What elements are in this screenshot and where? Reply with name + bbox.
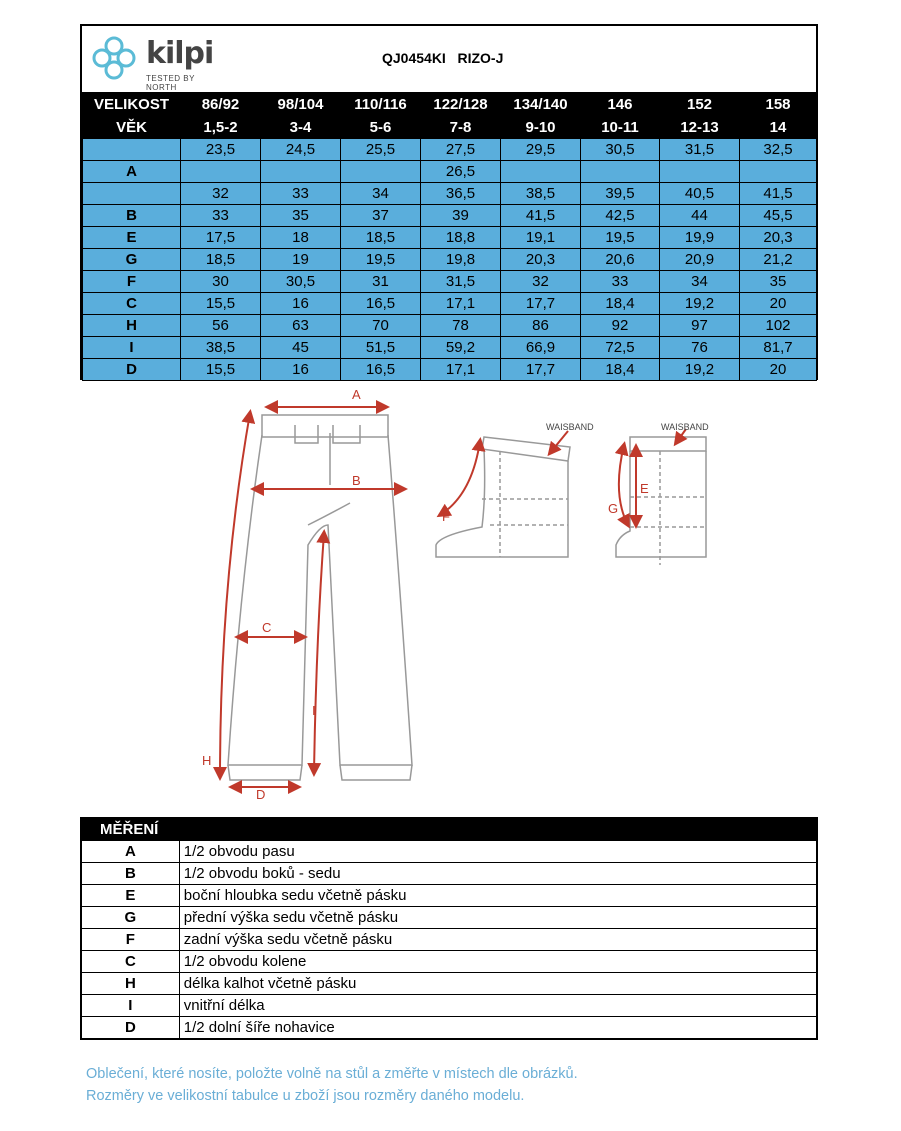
size-table (82, 92, 817, 381)
size-data-row (83, 293, 817, 315)
row-label: D (83, 359, 181, 381)
product-title: QJ0454KI RIZO-J (382, 50, 504, 66)
size-header-cell: 86/92 (181, 93, 261, 116)
size-value-cell: 20 (740, 293, 817, 315)
size-value-cell: 40,5 (660, 183, 740, 205)
size-value-cell (740, 161, 817, 183)
size-header-label: VELIKOST (83, 93, 181, 116)
size-header-cell: 146 (581, 93, 660, 116)
measurement-key: A (81, 841, 179, 863)
measurement-key: G (81, 907, 179, 929)
size-value-cell: 17,7 (501, 293, 581, 315)
measurement-row (81, 929, 817, 951)
size-value-cell: 66,9 (501, 337, 581, 359)
size-data-row (83, 139, 817, 161)
row-label: F (83, 271, 181, 293)
size-value-cell: 19,2 (660, 293, 740, 315)
size-value-cell: 18,4 (581, 293, 660, 315)
size-value-cell (181, 161, 261, 183)
measurement-row (81, 841, 817, 863)
measurement-row (81, 995, 817, 1017)
measurement-description: 1/2 obvodu boků - sedu (179, 863, 817, 885)
size-value-cell: 16,5 (341, 359, 421, 381)
size-value-cell: 38,5 (501, 183, 581, 205)
size-value-cell: 44 (660, 205, 740, 227)
measurement-key: B (81, 863, 179, 885)
size-header-cell: 14 (740, 116, 817, 139)
measurement-row (81, 951, 817, 973)
size-value-cell: 30 (181, 271, 261, 293)
measurement-header: MĚŘENÍ (81, 818, 179, 841)
measurement-description: délka kalhot včetně pásku (179, 973, 817, 995)
size-header-label: VĚK (83, 116, 181, 139)
size-header-cell: 110/116 (341, 93, 421, 116)
size-header-cell: 12-13 (660, 116, 740, 139)
size-value-cell: 18,5 (181, 249, 261, 271)
label-e: E (640, 481, 649, 496)
size-header-cell: 5-6 (341, 116, 421, 139)
chart-header (82, 26, 816, 92)
measurement-row (81, 1017, 817, 1040)
label-c: C (262, 620, 272, 635)
size-data-row (83, 271, 817, 293)
size-value-cell: 25,5 (341, 139, 421, 161)
measurement-description: 1/2 obvodu kolene (179, 951, 817, 973)
size-value-cell: 18 (261, 227, 341, 249)
size-value-cell (581, 161, 660, 183)
note-line-2: Rozměry ve velikostní tabulce u zboží jsou rozměry daného modelu. (86, 1088, 525, 1104)
size-value-cell: 20,3 (501, 249, 581, 271)
size-value-cell: 20,3 (740, 227, 817, 249)
size-value-cell: 56 (181, 315, 261, 337)
label-d: D (256, 787, 266, 802)
size-value-cell (261, 161, 341, 183)
measurement-key: D (81, 1017, 179, 1040)
size-header-cell: 122/128 (421, 93, 501, 116)
size-header-cell: 134/140 (501, 93, 581, 116)
size-data-row (83, 205, 817, 227)
size-value-cell: 15,5 (181, 359, 261, 381)
size-header-cell: 158 (740, 93, 817, 116)
size-value-cell: 63 (261, 315, 341, 337)
size-value-cell: 34 (341, 183, 421, 205)
size-value-cell: 19,5 (581, 227, 660, 249)
size-value-cell: 41,5 (501, 205, 581, 227)
size-value-cell: 17,5 (181, 227, 261, 249)
size-value-cell: 19,8 (421, 249, 501, 271)
measurement-description: vnitřní délka (179, 995, 817, 1017)
size-value-cell: 31,5 (421, 271, 501, 293)
size-header-cell: 10-11 (581, 116, 660, 139)
size-value-cell: 18,4 (581, 359, 660, 381)
size-value-cell: 76 (660, 337, 740, 359)
size-value-cell: 36,5 (421, 183, 501, 205)
size-value-cell: 27,5 (421, 139, 501, 161)
measurement-row (81, 863, 817, 885)
row-label: E (83, 227, 181, 249)
size-chart (80, 24, 818, 380)
row-label (83, 183, 181, 205)
measurement-row (81, 885, 817, 907)
logo-brand: kilpi (146, 36, 214, 71)
size-header-cell: 7-8 (421, 116, 501, 139)
measurement-description: boční hloubka sedu včetně pásku (179, 885, 817, 907)
row-label: A (83, 161, 181, 183)
measurement-description: 1/2 dolní šíře nohavice (179, 1017, 817, 1040)
size-value-cell: 33 (181, 205, 261, 227)
size-value-cell: 23,5 (181, 139, 261, 161)
label-g: G (608, 501, 619, 516)
size-header-cell: 98/104 (261, 93, 341, 116)
pants-drawing (190, 385, 720, 805)
size-value-cell: 70 (341, 315, 421, 337)
size-value-cell: 19,1 (501, 227, 581, 249)
size-value-cell: 18,8 (421, 227, 501, 249)
size-value-cell: 17,1 (421, 359, 501, 381)
row-label: I (83, 337, 181, 359)
measurement-header-spacer (179, 818, 817, 841)
size-value-cell: 51,5 (341, 337, 421, 359)
measurement-legend-table (80, 817, 818, 1040)
measurement-key: I (81, 995, 179, 1017)
size-value-cell: 92 (581, 315, 660, 337)
size-value-cell: 15,5 (181, 293, 261, 315)
size-data-row (83, 161, 817, 183)
back-rise-view (436, 437, 570, 557)
size-value-cell: 19,5 (341, 249, 421, 271)
label-waisband-1: WAISBAND (546, 422, 594, 432)
size-value-cell: 20,9 (660, 249, 740, 271)
size-value-cell: 32,5 (740, 139, 817, 161)
size-header-cell: 1,5-2 (181, 116, 261, 139)
row-label: B (83, 205, 181, 227)
label-f: F (442, 509, 450, 524)
size-data-row (83, 183, 817, 205)
measurement-key: C (81, 951, 179, 973)
size-value-cell: 72,5 (581, 337, 660, 359)
size-value-cell: 16 (261, 359, 341, 381)
side-rise-view (616, 437, 706, 565)
size-header-cell: 9-10 (501, 116, 581, 139)
size-value-cell: 30,5 (261, 271, 341, 293)
size-value-cell: 37 (341, 205, 421, 227)
size-header-cell: 152 (660, 93, 740, 116)
size-value-cell: 31 (341, 271, 421, 293)
size-value-cell: 16 (261, 293, 341, 315)
size-value-cell: 30,5 (581, 139, 660, 161)
size-value-cell: 18,5 (341, 227, 421, 249)
size-value-cell: 39 (421, 205, 501, 227)
size-value-cell: 38,5 (181, 337, 261, 359)
row-label: H (83, 315, 181, 337)
kilpi-knot-icon (88, 32, 140, 84)
size-value-cell: 31,5 (660, 139, 740, 161)
label-a: A (352, 387, 361, 402)
size-value-cell: 24,5 (261, 139, 341, 161)
pants-diagram (190, 385, 720, 805)
size-value-cell: 16,5 (341, 293, 421, 315)
size-value-cell: 19,2 (660, 359, 740, 381)
size-value-cell: 34 (660, 271, 740, 293)
row-label: C (83, 293, 181, 315)
size-value-cell: 45,5 (740, 205, 817, 227)
size-value-cell: 35 (261, 205, 341, 227)
label-b: B (352, 473, 361, 488)
row-label (83, 139, 181, 161)
size-value-cell: 26,5 (421, 161, 501, 183)
size-value-cell: 33 (261, 183, 341, 205)
size-value-cell: 29,5 (501, 139, 581, 161)
logo-tagline: TESTED BY NORTH (146, 74, 195, 92)
size-value-cell: 42,5 (581, 205, 660, 227)
size-header-row (83, 93, 817, 116)
size-value-cell (341, 161, 421, 183)
row-label: G (83, 249, 181, 271)
measurement-description: přední výška sedu včetně pásku (179, 907, 817, 929)
size-value-cell: 20 (740, 359, 817, 381)
size-data-row (83, 359, 817, 381)
measurement-description: 1/2 obvodu pasu (179, 841, 817, 863)
size-value-cell: 20,6 (581, 249, 660, 271)
size-value-cell: 39,5 (581, 183, 660, 205)
size-data-row (83, 315, 817, 337)
label-waisband-2: WAISBAND (661, 422, 709, 432)
size-value-cell: 32 (501, 271, 581, 293)
size-data-row (83, 249, 817, 271)
measurement-description: zadní výška sedu včetně pásku (179, 929, 817, 951)
size-value-cell: 33 (581, 271, 660, 293)
measurement-key: F (81, 929, 179, 951)
size-value-cell: 81,7 (740, 337, 817, 359)
size-value-cell: 102 (740, 315, 817, 337)
size-data-row (83, 337, 817, 359)
size-header-cell: 3-4 (261, 116, 341, 139)
size-value-cell: 19 (261, 249, 341, 271)
size-value-cell: 97 (660, 315, 740, 337)
size-value-cell: 45 (261, 337, 341, 359)
size-value-cell: 41,5 (740, 183, 817, 205)
size-value-cell: 19,9 (660, 227, 740, 249)
kilpi-logo (88, 32, 218, 92)
label-h: H (202, 753, 212, 768)
size-value-cell (660, 161, 740, 183)
note-line-1: Oblečení, které nosíte, položte volně na stůl a změřte v místech dle obrázků. (86, 1066, 578, 1082)
size-value-cell: 35 (740, 271, 817, 293)
size-value-cell: 17,7 (501, 359, 581, 381)
measurement-row (81, 907, 817, 929)
size-value-cell (501, 161, 581, 183)
size-value-cell: 59,2 (421, 337, 501, 359)
size-value-cell: 32 (181, 183, 261, 205)
measurement-row (81, 973, 817, 995)
size-value-cell: 86 (501, 315, 581, 337)
size-value-cell: 78 (421, 315, 501, 337)
size-header-row (83, 116, 817, 139)
size-data-row (83, 227, 817, 249)
label-i: I (312, 703, 316, 718)
size-value-cell: 21,2 (740, 249, 817, 271)
size-value-cell: 17,1 (421, 293, 501, 315)
measurement-key: H (81, 973, 179, 995)
measurement-key: E (81, 885, 179, 907)
